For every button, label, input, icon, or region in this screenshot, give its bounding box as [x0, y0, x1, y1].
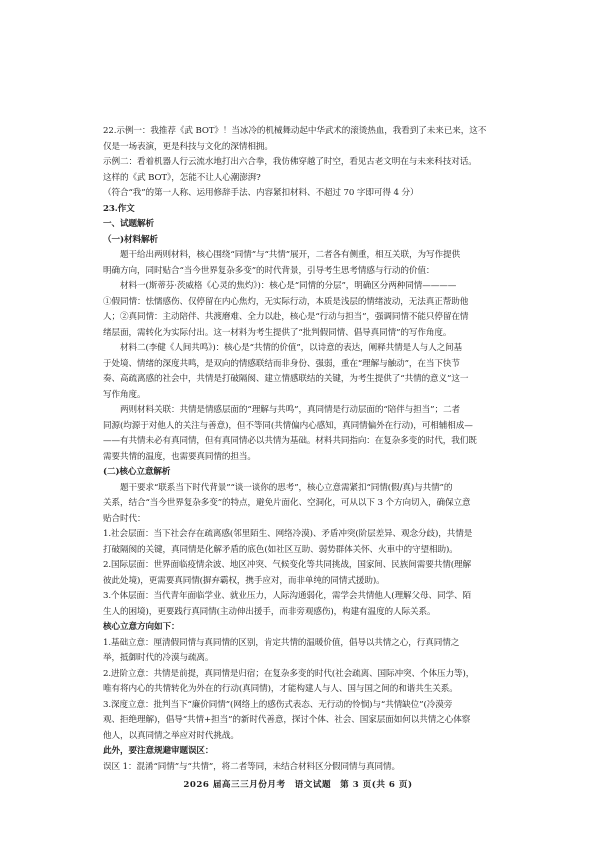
text-line: 1.社会层面：当下社会存在疏离感(邻里陌生、网络冷漠)、矛盾冲突(阶层差异、观念分歧)，共情是	[103, 529, 473, 539]
text-line: 此外，要注意规避审题误区：	[103, 746, 214, 756]
text-line: 同源(均源于对他人的关注与善意)，但不等同(共情偏内心感知，真同情偏外在行动)，可相辅相成—	[103, 420, 473, 431]
text-line: (二)核心立意解析	[103, 467, 171, 477]
text-line: ——有共情未必有真同情，但有真同情必以共情为基础。材料共同指向：在复杂多变的时代，我们既	[103, 436, 477, 446]
text-line: 人；②真同情：主动陪伴、共渡磨难、全力以赴，核心是“行动与担当”，强调同情不能只停留在情	[103, 312, 469, 322]
text-line: 23.作文	[103, 203, 135, 214]
text-line: 写作角度。	[103, 389, 146, 400]
text-line: ①假同情：怯懦感伤、仅停留在内心焦灼，无实际行动，本质是浅层的情绪波动，无法真正帮助他	[103, 296, 469, 307]
text-line: 仅是一场表演，更是科技与文化的深情相拥。	[103, 141, 273, 152]
text-line: 打破隔阂的关键，真同情是化解矛盾的底色(如社区互助、弱势群体关怀、火車中的守望相助)。	[103, 544, 458, 555]
text-line: 材料二(李健《人间共鸣》)：核心是“共情的价值”，以诗意的表达，阐释共情是人与人之间基	[120, 343, 463, 353]
text-line: （符合“我”的第一人称、运用修辞手法、内容紧扣材料、不超过 70 字即可得 4 分）	[103, 188, 419, 198]
text-line: 3.个体层面：当代青年面临学业、就业压力，人际沟通弱化，需学会共情他人(理解父母、同学、陌	[103, 591, 471, 601]
text-line: 绪层面，需转化为实际付出。这一材料为考生提供了“批判假同情、倡导真同情”的写作角度。	[103, 327, 452, 338]
text-line: 需要共情的温度，也需要真同情的担当。	[103, 451, 256, 462]
text-line: 这样的《武 BOT》，怎能不让人心潮澎湃?	[103, 172, 261, 183]
text-line: 题干要求“联系当下时代背景”“谈一谈你的思考”，核心立意需紧扣“同情(假/真)与共情”的	[120, 482, 453, 493]
text-line: 彼此处境)，更需要真同情(摒弃霸权，携手应对，而非单纯的同情式援助)。	[103, 575, 385, 586]
page-footer: 2026 届高三三月份月考 语文试题 第 3 页(共 6 页)	[183, 780, 413, 790]
text-line: 示例二：看着机器人行云流水地打出六合拳，我仿佛穿越了时空，看见古老文明在与未来科技对话。	[103, 157, 477, 167]
text-line: 观、拒绝理解)，倡导“共情+担当”的新时代善意，探讨个体、社会、国家层面如何以共情之心体察	[103, 715, 471, 725]
text-line: 于处境、情绪的深度共鸣，是双向的情感联结而非身份、强弱，重在“理解与触动”，在当下快节	[103, 358, 460, 369]
text-line: 2.进阶立意：共情是前提，真同情是归宿；在复杂多变的时代(社会疏离、国际冲突、个体压力等)，	[103, 668, 475, 679]
text-line: 题干给出两则材料，核心围绕“同情”与“共情”展开，二者各有侧重，相互关联，为写作提供	[120, 250, 460, 260]
text-line: 生人的困境)，更要践行真同情(主动伸出援手，而非旁观感伤)，构建有温度的人际关系。	[103, 606, 436, 617]
text-line: 举，抵御时代的冷漠与疏离。	[103, 653, 214, 663]
text-line: 贴合时代：	[103, 513, 146, 524]
text-line: 2.国际层面：世界面临疫情余波、地区冲突、气候变化等共同挑战，国家间、民族间需要共情(理解	[103, 560, 471, 570]
text-line: 明确方向，同时贴合“当今世界复杂多变”的时代背景，引导考生思考情感与行动的价值：	[103, 265, 435, 276]
text-line: 核心立意方向如下：	[103, 622, 180, 632]
text-line: 两则材料关联：共情是情感层面的“理解与共鸣”，真同情是行动层面的“陪伴与担当”；二者	[120, 405, 460, 415]
text-line: 奏、高疏离感的社会中，共情是打破隔阂、建立情感联结的关键，为考生提供了“共情的意义”这一	[103, 374, 469, 384]
text-line: 一、试题解析	[103, 219, 154, 229]
text-line: 误区 1：混淆“同情”与“共情”，将二者等同，未结合材料区分假同情与真同情。	[103, 761, 400, 772]
text-line: 22.示例一：我推荐《武 BOT》！当冰冷的机械舞动起中华武术的滚烫热血，我看到了未来已来，这不	[103, 126, 487, 136]
text-line: 他人，以真同情之举应对时代挑战。	[103, 730, 239, 741]
text-line: （一)材料解析	[103, 234, 158, 245]
text-line: 关系，结合“当今世界复杂多变”的特点，避免片面化、空洞化，可从以下 3 个方向切入，确保立意	[103, 498, 471, 508]
text-line: 唯有将内心的共情转化为外在的行动(真同情)，才能构建人与人、国与国之间的和谐共生关系。	[103, 684, 458, 694]
text-line: 1.基础立意：厘清假同情与真同情的区别，肯定共情的温暖价值，倡导以共情之心，行真同情之	[103, 637, 460, 648]
document-body	[103, 124, 495, 775]
text-line: 3.深度立意：批判当下“廉价同情”(网络上的感伤式表态、无行动的怜悯)与“共情缺位”(冷漠旁	[103, 699, 453, 710]
text-line: 材料一(斯蒂芬·茨威格《心灵的焦灼》)：核心是“同情的分层”，明确区分两种同情————	[120, 281, 457, 291]
